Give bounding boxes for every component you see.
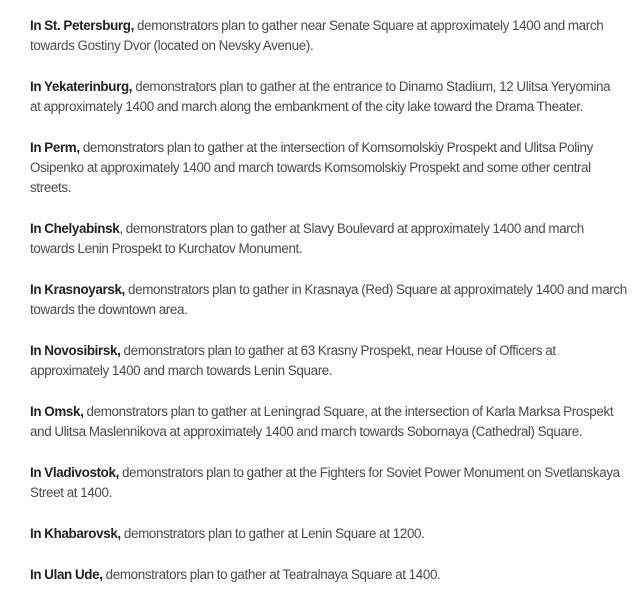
- paragraph-khabarovsk: [30, 524, 630, 544]
- text-line: [30, 524, 630, 544]
- paragraph-text: demonstrators plan to gather in Krasnaya (Red) Square at approximately 1400 and march: [124, 282, 627, 297]
- city-name: In Vladivostok,: [30, 465, 119, 480]
- text-line: streets.: [30, 180, 72, 195]
- city-name: In Omsk,: [30, 404, 84, 419]
- city-name: In Khabarovsk,: [30, 526, 121, 541]
- paragraph-yekaterinburg: [30, 77, 630, 117]
- city-name: In Ulan Ude,: [30, 567, 103, 582]
- paragraph-text: demonstrators plan to gather at Teatralnaya Square at 1400.: [102, 567, 441, 582]
- city-name: In St. Petersburg,: [30, 18, 134, 33]
- text-line: and Ulitsa Maslennikova at approximately 1400 and march towards Sobornaya (Cathedral) Square.: [30, 424, 583, 439]
- text-line: [30, 341, 630, 361]
- text-line: Osipenko at approximately 1400 and march towards Komsomolskiy Prospekt and some other central: [30, 160, 591, 175]
- city-name: In Chelyabinsk: [30, 221, 120, 236]
- text-line: approximately 1400 and march towards Lenin Square.: [30, 363, 333, 378]
- paragraph-chelyabinsk: [30, 219, 630, 259]
- city-name: In Novosibirsk,: [30, 343, 121, 358]
- paragraph-text: demonstrators plan to gather at Lenin Square at 1200.: [120, 526, 425, 541]
- paragraph-text: demonstrators plan to gather at the Fighters for Soviet Power Monument on Svetlanskaya: [118, 465, 620, 480]
- paragraph-novosibirsk: [30, 341, 630, 381]
- text-line: Street at 1400.: [30, 485, 112, 500]
- paragraph-ulan-ude: [30, 565, 630, 585]
- text-line: [30, 219, 630, 239]
- city-name: In Krasnoyarsk,: [30, 282, 125, 297]
- text-line: [30, 77, 630, 97]
- text-line: [30, 565, 630, 585]
- paragraph-text: demonstrators plan to gather at Leningrad Square, at the intersection of Karla Marksa Prospekt: [83, 404, 614, 419]
- paragraph-krasnoyarsk: [30, 280, 630, 320]
- paragraph-text: demonstrators plan to gather at 63 Krasny Prospekt, near House of Officers at: [120, 343, 556, 358]
- text-line: towards Gostiny Dvor (located on Nevsky Avenue).: [30, 38, 314, 53]
- paragraph-text: demonstrators plan to gather at the intersection of Komsomolskiy Prospekt and Ulitsa Poliny: [79, 140, 593, 155]
- text-line: [30, 463, 630, 483]
- city-name: In Yekaterinburg,: [30, 79, 133, 94]
- paragraph-text: , demonstrators plan to gather at Slavy Boulevard at approximately 1400 and march: [119, 221, 584, 236]
- paragraph-omsk: [30, 402, 630, 442]
- text-line: towards Lenin Prospekt to Kurchatov Monument.: [30, 241, 303, 256]
- paragraph-text: demonstrators plan to gather at the entrance to Dinamo Stadium, 12 Ulitsa Yeryomina: [132, 79, 611, 94]
- document-body: [30, 16, 630, 606]
- paragraph-perm: [30, 138, 630, 198]
- text-line: [30, 280, 630, 300]
- text-line: [30, 16, 630, 36]
- text-line: towards the downtown area.: [30, 302, 188, 317]
- paragraph-st-petersburg: [30, 16, 630, 56]
- text-line: at approximately 1400 and march along the embankment of the city lake toward the Drama Theater.: [30, 99, 584, 114]
- city-name: In Perm,: [30, 140, 80, 155]
- text-line: [30, 402, 630, 422]
- paragraph-text: demonstrators plan to gather near Senate Square at approximately 1400 and march: [133, 18, 604, 33]
- text-line: [30, 138, 630, 158]
- paragraph-vladivostok: [30, 463, 630, 503]
